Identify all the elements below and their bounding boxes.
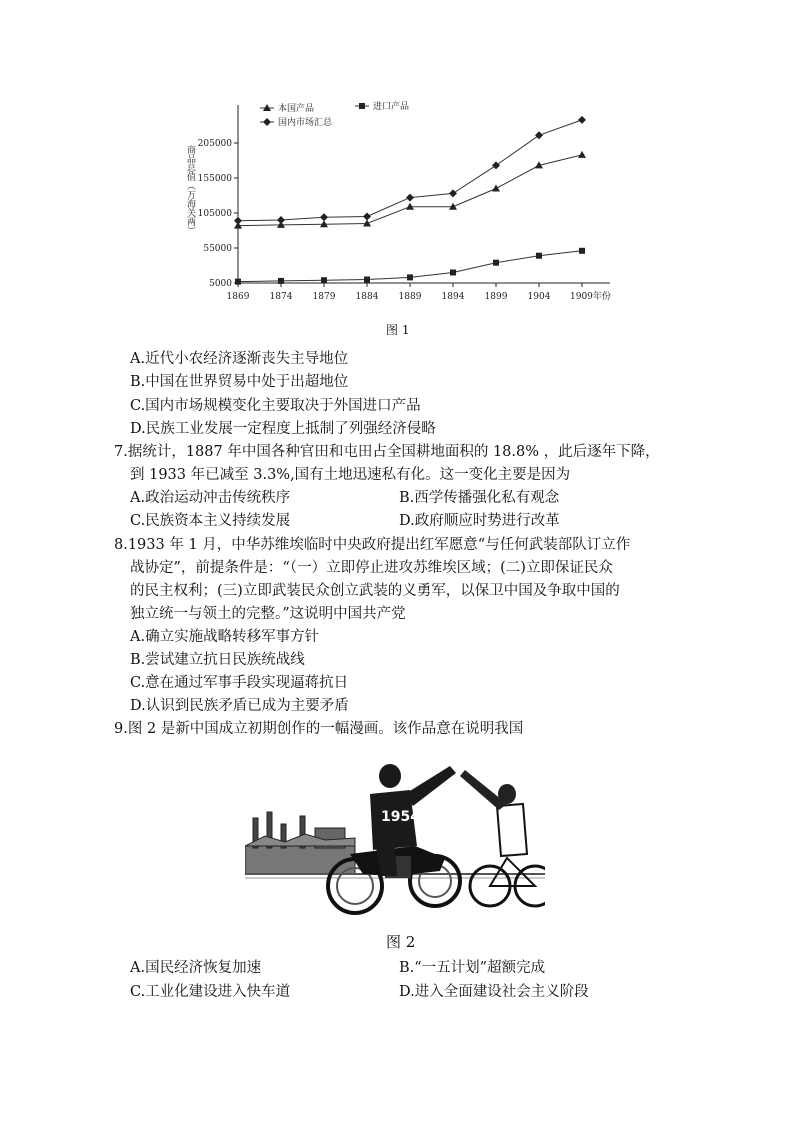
figure-2-caption: 图 2 [386,933,416,951]
y-tick-label: 105000 [197,209,232,219]
figure-1-caption: 图 1 [386,323,410,337]
q6-option-c: C.国内市场规模变化主要取决于外国进口产品 [130,398,421,414]
q9-option-a: A.国民经济恢复加速 [130,960,262,976]
data-point [449,189,457,197]
x-tick-label: 1889 [398,292,422,302]
y-axis-label: 商品总值（万海关两） [185,145,195,235]
figure-1-line-chart [180,100,620,310]
data-point [234,217,242,225]
x-tick-label: 1874 [269,292,293,302]
x-tick-label: 1884 [355,292,379,302]
x-tick-label: 1879 [312,292,336,302]
q7-option-b: B.西学传播强化私有观念 [399,490,560,506]
q8-option-a: A.确立实施战略转移军事方针 [130,629,320,645]
q7-option-c: C.民族资本主义持续发展 [130,513,291,529]
q8-stem-line-3: 的民主权利；(三)立即武装民众创立武装的义勇军，以保卫中国及争取中国的 [130,583,620,599]
data-point [407,274,413,280]
data-point [320,213,328,221]
bicycle-rider [460,770,527,856]
data-point [493,260,499,266]
data-point [406,194,414,202]
q8-option-c: C.意在通过军事手段实现逼蒋抗日 [130,675,349,691]
q7-option-d: D.政府顺应时势进行改革 [399,513,560,529]
data-point [578,151,586,158]
rider-jersey-number: 1954 [381,809,420,825]
data-point [450,270,456,276]
y-tick-label: 205000 [197,139,232,149]
data-point [363,213,371,221]
q9-option-c: C.工业化建设进入快车道 [130,984,291,1000]
x-tick-label: 1869 [226,292,250,302]
data-point [578,116,586,124]
x-tick-label: 1909年份 [570,292,611,302]
legend-label: 本国产品 [278,104,315,114]
q8-option-b: B.尝试建立抗日民族统战线 [130,652,305,668]
q6-option-b: B.中国在世界贸易中处于出超地位 [130,374,349,390]
data-point [536,253,542,259]
y-tick-label: 155000 [197,174,232,184]
data-point [363,220,371,227]
data-point [535,131,543,139]
y-tick-label: 5000 [209,279,232,289]
data-point [235,279,241,285]
bicycle [470,858,545,906]
y-tick-label: 55000 [203,244,232,254]
q9-stem: 9.图 2 是新中国成立初期创作的一幅漫画。该作品意在说明我国 [114,721,524,737]
q6-option-a: A.近代小农经济逐渐丧失主导地位 [130,351,349,367]
q6-option-d: D.民族工业发展一定程度上抵制了列强经济侵略 [130,421,436,437]
legend-label: 国内市场汇总 [278,118,333,128]
data-point [278,278,284,284]
data-point [579,248,585,254]
q9-option-b: B.“一五计划”超额完成 [399,960,546,976]
q7-stem-line-2: 到 1933 年已减至 3.3%,国有土地迅速私有化。这一变化主要是因为 [130,467,571,483]
x-tick-label: 1894 [441,292,465,302]
legend-label: 进口产品 [373,102,410,112]
q8-stem-line-1: 8.1933 年 1 月，中华苏维埃临时中央政府提出红军愿意“与任何武装部队订立作 [114,537,631,553]
x-tick-label: 1899 [484,292,508,302]
series-line-0 [238,155,582,226]
legend-marker [359,103,365,109]
q7-option-a: A.政治运动冲击传统秩序 [130,490,291,506]
legend-marker [263,118,271,126]
q7-stem-line-1: 7.据统计，1887 年中国各种官田和屯田占全国耕地面积的 18.8% ，此后逐年下降， [114,444,660,460]
figure-2-cartoon [245,746,545,926]
data-point [492,161,500,169]
x-tick-label: 1904 [527,292,551,302]
q9-option-d: D.进入全面建设社会主义阶段 [399,984,589,1000]
data-point [364,277,370,283]
q8-stem-line-2: 战协定”，前提条件是：“（一）立即停止进攻苏维埃区域；(二)立即保证民众 [130,560,613,576]
data-point [492,185,500,192]
q8-option-d: D.认识到民族矛盾已成为主要矛盾 [130,698,349,714]
data-point [321,277,327,283]
data-point [277,216,285,224]
q8-stem-line-4: 独立统一与领土的完整。”这说明中国共产党 [130,606,406,622]
